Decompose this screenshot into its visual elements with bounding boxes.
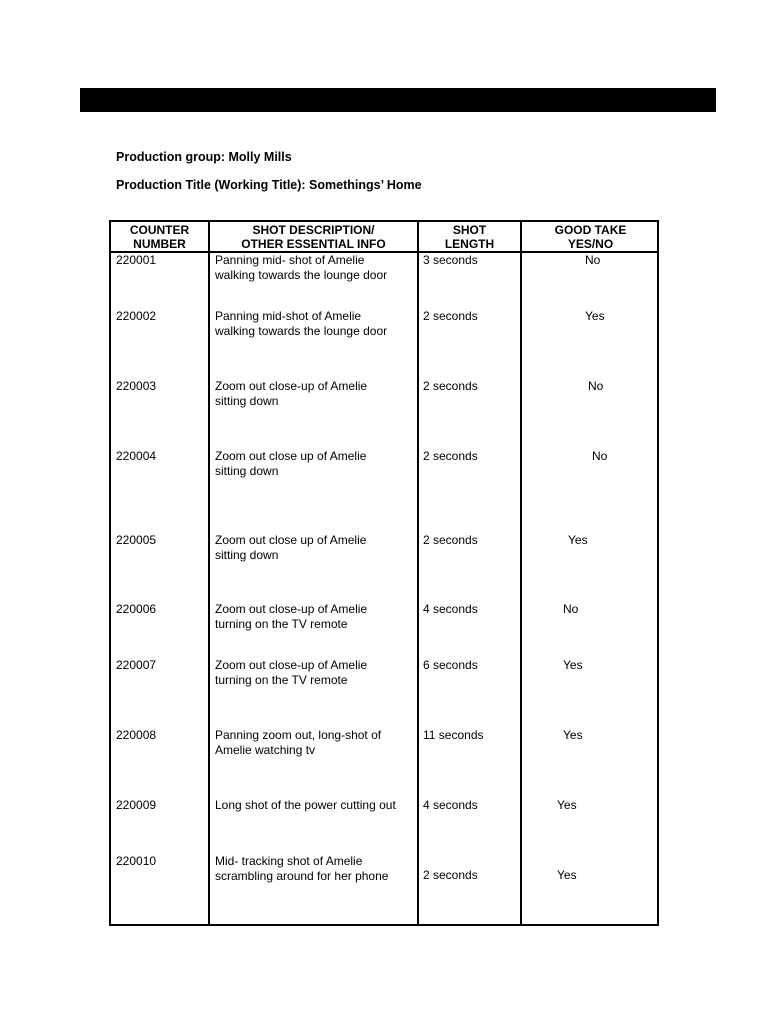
header-good-take <box>522 223 659 251</box>
counter-number-cell: 220001 <box>116 253 157 267</box>
shot-log-table <box>109 220 659 926</box>
shot-description-cell: Panning mid-shot of Amelie walking towards the lounge door <box>215 309 388 338</box>
shot-description-cell: Zoom out close up of Amelie sitting down <box>215 449 367 478</box>
header-line: COUNTER <box>129 223 190 237</box>
shot-length-cell: 2 seconds <box>423 868 478 882</box>
counter-number-cell: 220002 <box>116 309 157 323</box>
shot-length-cell: 11 seconds <box>423 728 484 742</box>
shot-length-cell: 4 seconds <box>423 602 478 616</box>
production-group: Production group: Molly Mills <box>116 150 292 164</box>
counter-number-cell: 220005 <box>116 533 157 547</box>
shot-description-cell: Zoom out close-up of Amelie sitting down <box>215 379 368 408</box>
header-line: OTHER ESSENTIAL INFO <box>241 237 386 251</box>
shot-length-cell: 2 seconds <box>423 309 478 323</box>
shot-length-cell: 3 seconds <box>423 253 478 267</box>
header-line: NUMBER <box>133 237 186 251</box>
counter-number-cell: 220007 <box>116 658 157 672</box>
shot-description-cell: Zoom out close up of Amelie sitting down <box>215 533 367 562</box>
header-line: LENGTH <box>444 237 495 251</box>
good-take-cell: No <box>585 253 601 267</box>
header-line: SHOT DESCRIPTION/ <box>252 223 375 237</box>
production-title: Production Title (Working Title): Somethings’ Home <box>116 178 422 192</box>
header-shot-length <box>419 223 520 251</box>
column-divider <box>208 222 210 924</box>
column-divider <box>520 222 522 924</box>
counter-number-cell: 220009 <box>116 798 157 812</box>
shot-length-cell: 2 seconds <box>423 533 478 547</box>
shot-description-cell: Panning zoom out, long-shot of Amelie watching tv <box>215 728 382 757</box>
counter-number-cell: 220003 <box>116 379 157 393</box>
good-take-cell: No <box>588 379 604 393</box>
header-black-bar <box>80 88 716 112</box>
good-take-cell: No <box>592 449 608 463</box>
shot-length-cell: 2 seconds <box>423 379 478 393</box>
shot-description-cell: Zoom out close-up of Amelie turning on the TV remote <box>215 658 368 687</box>
good-take-cell: Yes <box>557 798 577 812</box>
shot-length-cell: 2 seconds <box>423 449 478 463</box>
counter-number-cell: 220010 <box>116 854 157 868</box>
good-take-cell: Yes <box>563 658 583 672</box>
shot-description-cell: Panning mid- shot of Amelie walking towards the lounge door <box>215 253 388 282</box>
good-take-cell: No <box>563 602 579 616</box>
header-counter-number <box>111 223 208 251</box>
counter-number-cell: 220004 <box>116 449 157 463</box>
header-line: GOOD TAKE <box>554 223 627 237</box>
good-take-cell: Yes <box>563 728 583 742</box>
good-take-cell: Yes <box>568 533 588 547</box>
counter-number-cell: 220008 <box>116 728 157 742</box>
good-take-cell: Yes <box>585 309 605 323</box>
shot-description-cell: Zoom out close-up of Amelie turning on the TV remote <box>215 602 368 631</box>
header-line: YES/NO <box>567 237 614 251</box>
column-divider <box>417 222 419 924</box>
header-line: SHOT <box>452 223 487 237</box>
header-shot-description <box>210 223 417 251</box>
shot-description-cell: Long shot of the power cutting out <box>215 798 396 812</box>
shot-description-cell: Mid- tracking shot of Amelie scrambling around for her phone <box>215 854 389 883</box>
shot-length-cell: 4 seconds <box>423 798 478 812</box>
counter-number-cell: 220006 <box>116 602 157 616</box>
good-take-cell: Yes <box>557 868 577 882</box>
shot-length-cell: 6 seconds <box>423 658 478 672</box>
